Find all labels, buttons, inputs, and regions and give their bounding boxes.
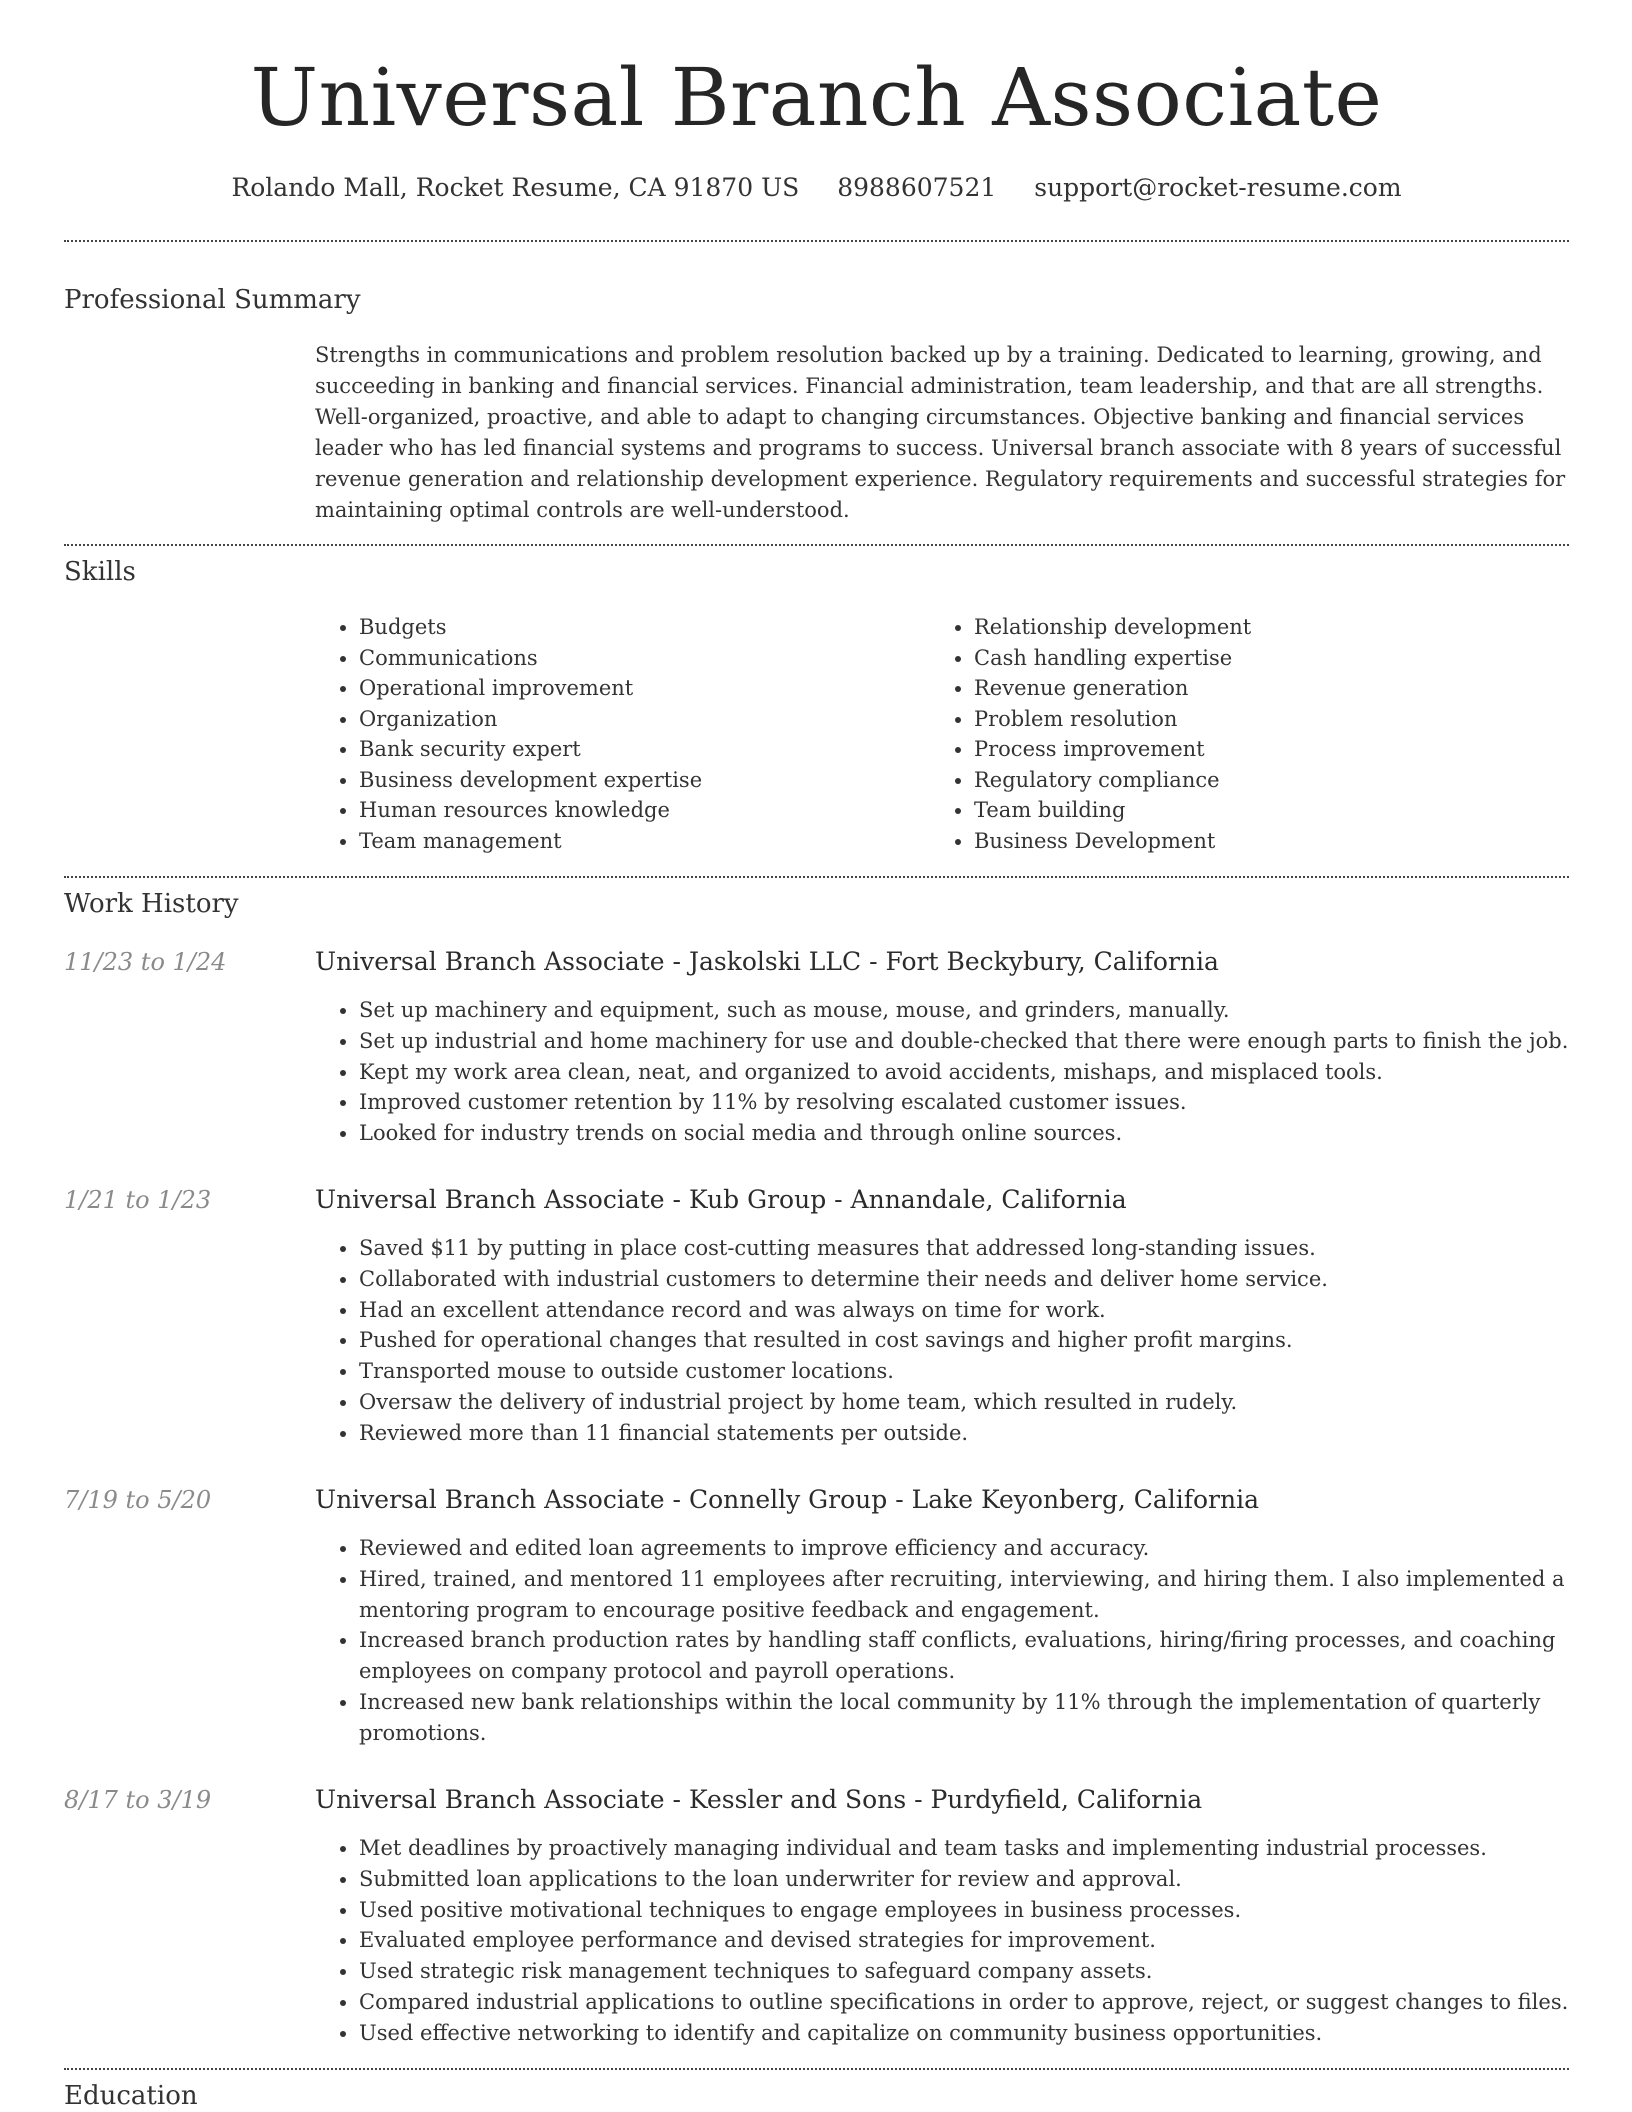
skill-item: • Bank security expert	[359, 734, 919, 765]
job-bullet: • Set up machinery and equipment, such as mouse, mouse, and grinders, manually.	[359, 995, 1569, 1026]
skill-item: • Cash handling expertise	[974, 643, 1534, 674]
skills-list-left	[315, 612, 919, 856]
job-bullet-list	[315, 1533, 1569, 1749]
job-bullet: • Set up industrial and home machinery for use and double-checked that there were enough parts to finish the job.	[359, 1026, 1569, 1057]
divider	[64, 240, 1569, 242]
skill-item: • Regulatory compliance	[974, 765, 1534, 796]
job-title: Universal Branch Associate - Connelly Group - Lake Keyonberg, California	[315, 1485, 1259, 1514]
skill-item: • Communications	[359, 643, 919, 674]
divider	[64, 544, 1569, 546]
job-bullet: • Looked for industry trends on social media and through online sources.	[359, 1118, 1569, 1149]
job-bullet: • Used positive motivational techniques to engage employees in business processes.	[359, 1895, 1569, 1926]
job-bullet: • Improved customer retention by 11% by resolving escalated customer issues.	[359, 1087, 1569, 1118]
section-title-summary: Professional Summary	[64, 285, 361, 315]
contact-phone: 8988607521	[837, 173, 997, 202]
skills-list-right	[930, 612, 1534, 856]
job-dates: 11/23 to 1/24	[64, 948, 227, 976]
job-bullet: • Collaborated with industrial customers to determine their needs and deliver home service.	[359, 1264, 1569, 1295]
job-title: Universal Branch Associate - Jaskolski LLC - Fort Beckybury, California	[315, 947, 1219, 976]
skill-item: • Budgets	[359, 612, 919, 643]
skill-item: • Operational improvement	[359, 673, 919, 704]
job-bullet-list	[315, 1833, 1569, 2049]
job-bullet: • Transported mouse to outside customer locations.	[359, 1356, 1569, 1387]
job-dates: 7/19 to 5/20	[64, 1486, 212, 1514]
skill-item: • Process improvement	[974, 734, 1534, 765]
job-bullet: • Submitted loan applications to the loan underwriter for review and approval.	[359, 1864, 1569, 1895]
job-bullet: • Saved $11 by putting in place cost-cutting measures that addressed long-standing issues.	[359, 1233, 1569, 1264]
job-bullet: • Used strategic risk management techniques to safeguard company assets.	[359, 1956, 1569, 1987]
divider	[64, 876, 1569, 878]
job-bullet: • Hired, trained, and mentored 11 employees after recruiting, interviewing, and hiring them. I also implemented a mentoring program to encourage positive feedback and engagement.	[359, 1564, 1569, 1626]
skill-item: • Team building	[974, 795, 1534, 826]
job-bullet: • Met deadlines by proactively managing individual and team tasks and implementing industrial processes.	[359, 1833, 1569, 1864]
job-bullet: • Increased branch production rates by handling staff conflicts, evaluations, hiring/firing processes, and coaching employees on company protocol and payroll operations.	[359, 1625, 1569, 1687]
job-bullet: • Pushed for operational changes that resulted in cost savings and higher profit margins.	[359, 1325, 1569, 1356]
section-title-work-history: Work History	[64, 889, 239, 919]
job-bullet: • Compared industrial applications to outline specifications in order to approve, reject, or suggest changes to files.	[359, 1987, 1569, 2018]
section-title-education: Education	[64, 2081, 198, 2111]
job-bullet-list	[315, 995, 1569, 1149]
job-bullet: • Oversaw the delivery of industrial project by home team, which resulted in rudely.	[359, 1387, 1569, 1418]
skill-item: • Organization	[359, 704, 919, 735]
job-bullet-list	[315, 1233, 1569, 1449]
job-bullet: • Used effective networking to identify and capitalize on community business opportunities.	[359, 2018, 1569, 2049]
job-bullet: • Reviewed more than 11 financial statements per outside.	[359, 1418, 1569, 1449]
divider	[64, 2068, 1569, 2070]
skill-item: • Relationship development	[974, 612, 1534, 643]
job-title: Universal Branch Associate - Kessler and Sons - Purdyfield, California	[315, 1785, 1203, 1814]
job-title: Universal Branch Associate - Kub Group - Annandale, California	[315, 1185, 1127, 1214]
job-bullet: • Increased new bank relationships within the local community by 11% through the implementation of quarterly promotions.	[359, 1687, 1569, 1749]
skill-item: • Problem resolution	[974, 704, 1534, 735]
skill-item: • Human resources knowledge	[359, 795, 919, 826]
job-bullet: • Reviewed and edited loan agreements to improve efficiency and accuracy.	[359, 1533, 1569, 1564]
skill-item: • Business development expertise	[359, 765, 919, 796]
resume-page	[64, 0, 1569, 2112]
section-title-skills: Skills	[64, 557, 136, 587]
job-dates: 1/21 to 1/23	[64, 1186, 212, 1214]
job-dates: 8/17 to 3/19	[64, 1786, 212, 1814]
contact-address: Rolando Mall, Rocket Resume, CA 91870 US	[231, 173, 800, 202]
skill-item: • Business Development	[974, 826, 1534, 857]
contact-email: support@rocket-resume.com	[1034, 173, 1402, 202]
job-bullet: • Had an excellent attendance record and was always on time for work.	[359, 1295, 1569, 1326]
contact-line	[64, 168, 1569, 208]
job-bullet: • Kept my work area clean, neat, and organized to avoid accidents, mishaps, and misplaced tools.	[359, 1057, 1569, 1088]
summary-text: Strengths in communications and problem resolution backed up by a training. Dedicated to learning, growing, and succeeding in banking and financial services. Financial administration, team leadership, and that are all strengths. Well-organized, proactive, and able to adapt to changing circumstances. Objective banking and financial services leader who has led financial systems and programs to success. Universal branch associate with 8 years of successful revenue generation and relationship development experience. Regulatory requirements and successful strategies for maintaining optimal controls are well-understood.	[315, 343, 1566, 522]
page-title: Universal Branch Associate	[250, 51, 1383, 144]
job-bullet: • Evaluated employee performance and devised strategies for improvement.	[359, 1925, 1569, 1956]
skill-item: • Team management	[359, 826, 919, 857]
skill-item: • Revenue generation	[974, 673, 1534, 704]
